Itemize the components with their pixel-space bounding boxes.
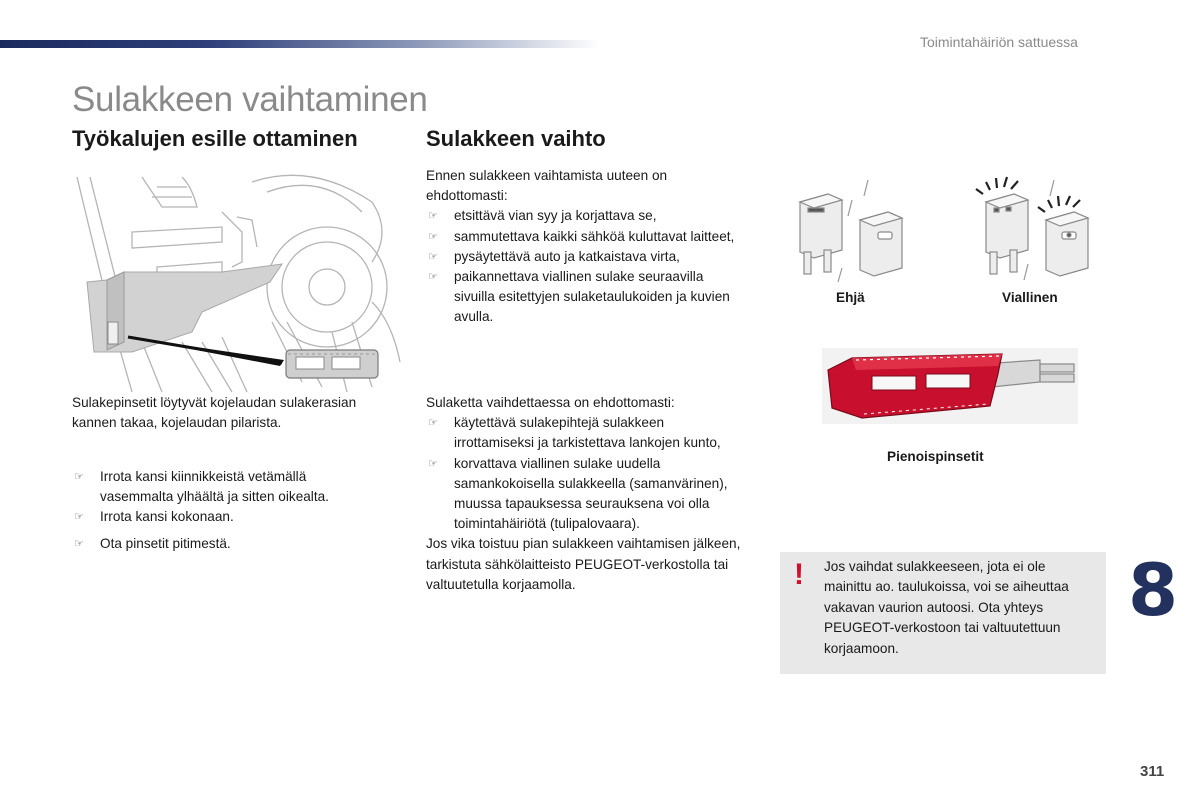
warning-box [780,552,1106,674]
pointing-hand-icon: ☞ [428,250,438,263]
list-item: ☞ pysäytettävä auto ja katkaistava virta, [426,247,746,267]
blown-fuse-side [1046,212,1088,276]
intact-fuse-front [800,194,842,274]
during-intro: Sulaketta vaihdettaessa on ehdottomasti: [426,395,675,410]
during-list [426,413,746,534]
mini-fuse-puller-illustration [822,348,1078,424]
dashboard-fuse-box-illustration [72,172,402,394]
pointing-hand-icon: ☞ [428,457,438,470]
list-item: ☞ Irrota kansi kokonaan. [72,507,372,527]
pointing-hand-icon: ☞ [74,537,84,550]
pointing-hand-icon: ☞ [428,271,438,284]
fuse-puller-location-caption: Sulakepinsetit löytyvät kojelaudan sulakerasian kannen takaa, kojelaudan pilarista. [72,395,357,431]
blown-fuse-front [986,194,1028,274]
list-item: ☞ korvattava viallinen sulake uudella samankokoisella sulakkeella (samanvärinen), muussa tapauksessa seurauksena voi olla toimintahäiriötä (tulipalovaara). [428,455,728,532]
warning-text: Jos vaihdat sulakkeeseen, jota ei ole mainittu ao. taulukoissa, voi se aiheuttaa vakavan vaurion autoosi. Ota yhteys PEUGEOT-verkostoon tai valtuutettuun korjaamoon. [824,559,1069,656]
pointing-hand-icon: ☞ [74,471,84,483]
chapter-number: 8 [1128,548,1179,632]
pointing-hand-icon: ☞ [428,230,438,243]
page-number: 311 [1140,763,1165,780]
fuse-puller-in-holder [286,350,378,378]
before-list [426,206,746,327]
closing-paragraph: Jos vika toistuu pian sulakkeen vaihtamisen jälkeen, tarkistuta sähkölaitteisto PEUGEOT-verkostolla tai valtuutetulla korjaamolla. [426,536,741,592]
section-name: Toimintahäiriön sattuessa [920,34,1078,50]
before-intro: Ennen sulakkeen vaihtamista uuteen on ehdottomasti: [426,168,668,204]
list-item: ☞ paikannettava viallinen sulake seuraavilla sivuilla esitettyjen sulaketaulukoiden ja kuvien avulla. [428,269,730,325]
list-item: ☞ etsittävä vian syy ja korjattava se, [426,206,746,226]
list-item: ☞ Irrota kansi kiinnikkeistä vetämällä vasemmalta ylhäältä ja sitten oikealta. [74,469,329,505]
list-item: ☞ sammutettava kaikki sähköä kuluttavat laitteet, [426,227,746,247]
list-item: ☞ käytettävä sulakepihtejä sulakkeen irrottamiseksi ja tarkistettava lankojen kunto, [428,415,721,451]
intact-fuse-label: Ehjä [836,290,865,305]
intact-fuse-side [860,212,902,276]
during-replacement-section [426,393,746,595]
before-replacement-section [426,166,746,328]
mini-fuse-puller-label: Pienoispinsetit [887,449,984,464]
list-item: ☞ Ota pinsetit pitimestä. [72,534,372,554]
pointing-hand-icon: ☞ [74,511,84,524]
blown-fuse-label: Viallinen [1002,290,1058,305]
header-accent-bar [0,40,600,48]
exclamation-icon: ! [794,558,804,591]
removal-steps-list [72,467,372,554]
pointing-hand-icon: ☞ [428,417,438,430]
pointing-hand-icon: ☞ [428,210,438,223]
middle-heading: Sulakkeen vaihto [426,126,606,151]
fuse-comparison-illustration [790,172,1100,284]
left-heading: Työkalujen esille ottaminen [72,126,358,151]
page-title: Sulakkeen vaihtaminen [72,80,428,119]
